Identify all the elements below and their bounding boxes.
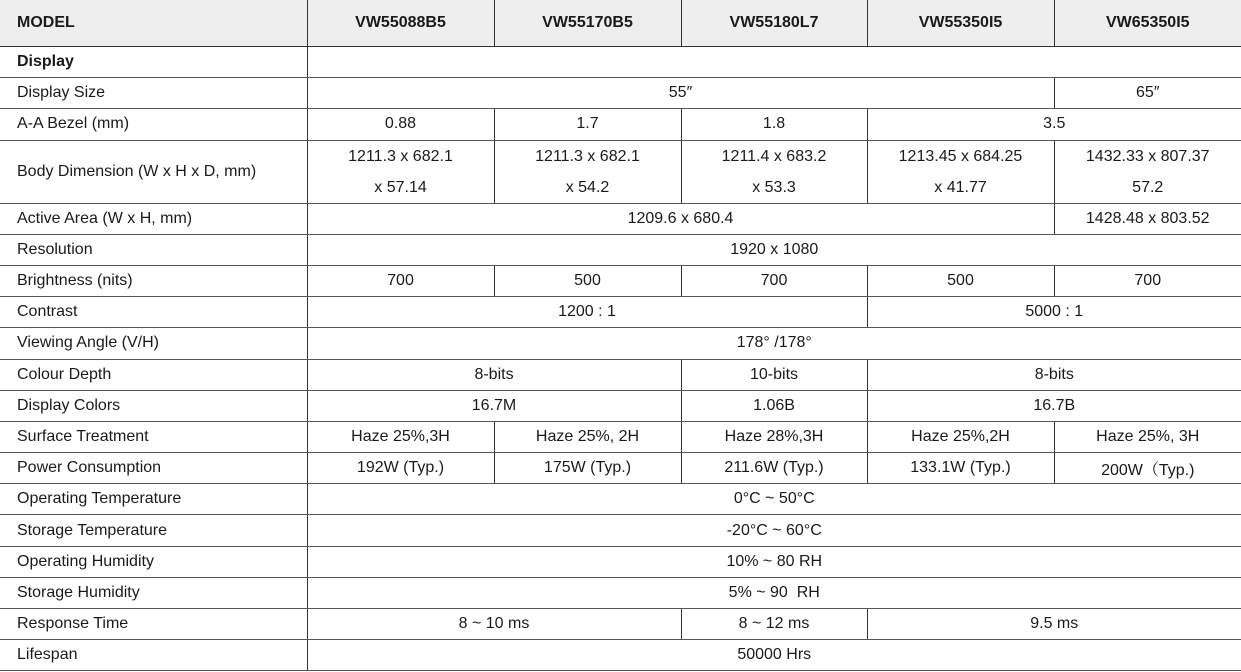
header-row [0,0,1241,47]
table-cell: 175W (Typ.) [494,453,681,484]
table-cell: 1.7 [494,109,681,140]
model-column-header: VW55180L7 [681,0,867,47]
row-label: Storage Temperature [0,515,307,546]
table-cell: 700 [307,265,494,296]
table-cell: 9.5 ms [867,609,1241,640]
table-row [0,421,1241,452]
row-label: Storage Humidity [0,577,307,608]
table-cell: Haze 25%,3H [307,421,494,452]
table-cell: 1920 x 1080 [307,234,1241,265]
model-column-header: VW55350I5 [867,0,1054,47]
table-cell: 0°C ~ 50°C [307,484,1241,515]
table-cell: 500 [494,265,681,296]
cell-line: 1213.45 x 684.25 [898,147,1023,165]
table-cell: 5% ~ 90 RH [307,577,1241,608]
cell-line: x 53.3 [752,178,796,196]
table-cell [681,140,867,203]
row-label: Viewing Angle (V/H) [0,328,307,359]
section-heading-display: Display [0,47,307,78]
table-row [0,359,1241,390]
table-cell: 55″ [307,78,1054,109]
table-cell: Haze 25%, 3H [1054,421,1241,452]
cell-line: 1211.3 x 682.1 [535,147,640,165]
row-label: Resolution [0,234,307,265]
table-row [0,640,1241,671]
model-column-header: VW65350I5 [1054,0,1241,47]
table-cell: 16.7B [867,390,1241,421]
table-row [0,234,1241,265]
table-cell: 65″ [1054,78,1241,109]
table-row [0,109,1241,140]
table-row [0,577,1241,608]
table-cell: 178° /178° [307,328,1241,359]
table-cell: 133.1W (Typ.) [867,453,1054,484]
table-row [0,47,1241,78]
table-cell [1054,140,1241,203]
table-cell: 211.6W (Typ.) [681,453,867,484]
table-cell: 700 [681,265,867,296]
table-row [0,265,1241,296]
cell-line: 1432.33 x 807.37 [1085,147,1210,165]
row-label: Body Dimension (W x H x D, mm) [0,140,307,203]
table-row [0,453,1241,484]
table-cell: 8 ~ 10 ms [307,609,681,640]
table-row [0,546,1241,577]
table-cell: -20°C ~ 60°C [307,515,1241,546]
cell-line: x 54.2 [565,178,610,196]
model-column-header: VW55088B5 [307,0,494,47]
row-label: Operating Temperature [0,484,307,515]
model-column-header: VW55170B5 [494,0,681,47]
cell-line: 57.2 [1132,178,1164,196]
table-cell: 192W (Typ.) [307,453,494,484]
table-row [0,297,1241,328]
table-cell: 700 [1054,265,1241,296]
cell-line: x 57.14 [374,178,427,196]
table-cell: 1209.6 x 680.4 [307,203,1054,234]
table-cell [307,140,494,203]
table-cell: 10-bits [681,359,867,390]
table-row [0,140,1241,203]
table-cell: 50000 Hrs [307,640,1241,671]
table-cell: 10% ~ 80 RH [307,546,1241,577]
table-row [0,203,1241,234]
table-row [0,390,1241,421]
table-cell: Haze 25%, 2H [494,421,681,452]
cell-line: x 41.77 [934,178,987,196]
table-cell: 8 ~ 12 ms [681,609,867,640]
table-cell: 5000 : 1 [867,297,1241,328]
table-cell: 200W（Typ.) [1054,453,1241,484]
row-label: Response Time [0,609,307,640]
table-cell: 1.06B [681,390,867,421]
row-label: A-A Bezel (mm) [0,109,307,140]
row-label: Power Consumption [0,453,307,484]
row-label: Operating Humidity [0,546,307,577]
row-label: Contrast [0,297,307,328]
table-cell: Haze 28%,3H [681,421,867,452]
table-row [0,78,1241,109]
cell-line: 1211.4 x 683.2 [721,147,827,165]
table-cell [494,140,681,203]
row-label: Brightness (nits) [0,265,307,296]
row-label: Colour Depth [0,359,307,390]
table-row [0,484,1241,515]
row-label: Display Size [0,78,307,109]
table-cell: 3.5 [867,109,1241,140]
row-label: Surface Treatment [0,421,307,452]
empty-cell [307,47,1241,78]
table-cell: 500 [867,265,1054,296]
row-label: Display Colors [0,390,307,421]
row-label: Lifespan [0,640,307,671]
table-row [0,328,1241,359]
table-cell: 0.88 [307,109,494,140]
model-header: MODEL [0,0,307,47]
table-row [0,515,1241,546]
table-cell: 8-bits [307,359,681,390]
table-cell [867,140,1054,203]
table-cell: 1428.48 x 803.52 [1054,203,1241,234]
row-label: Active Area (W x H, mm) [0,203,307,234]
table-cell: 8-bits [867,359,1241,390]
table-cell: 16.7M [307,390,681,421]
cell-line: 1211.3 x 682.1 [348,147,453,165]
table-cell: 1200 : 1 [307,297,867,328]
table-cell: Haze 25%,2H [867,421,1054,452]
table-row [0,609,1241,640]
table-cell: 1.8 [681,109,867,140]
